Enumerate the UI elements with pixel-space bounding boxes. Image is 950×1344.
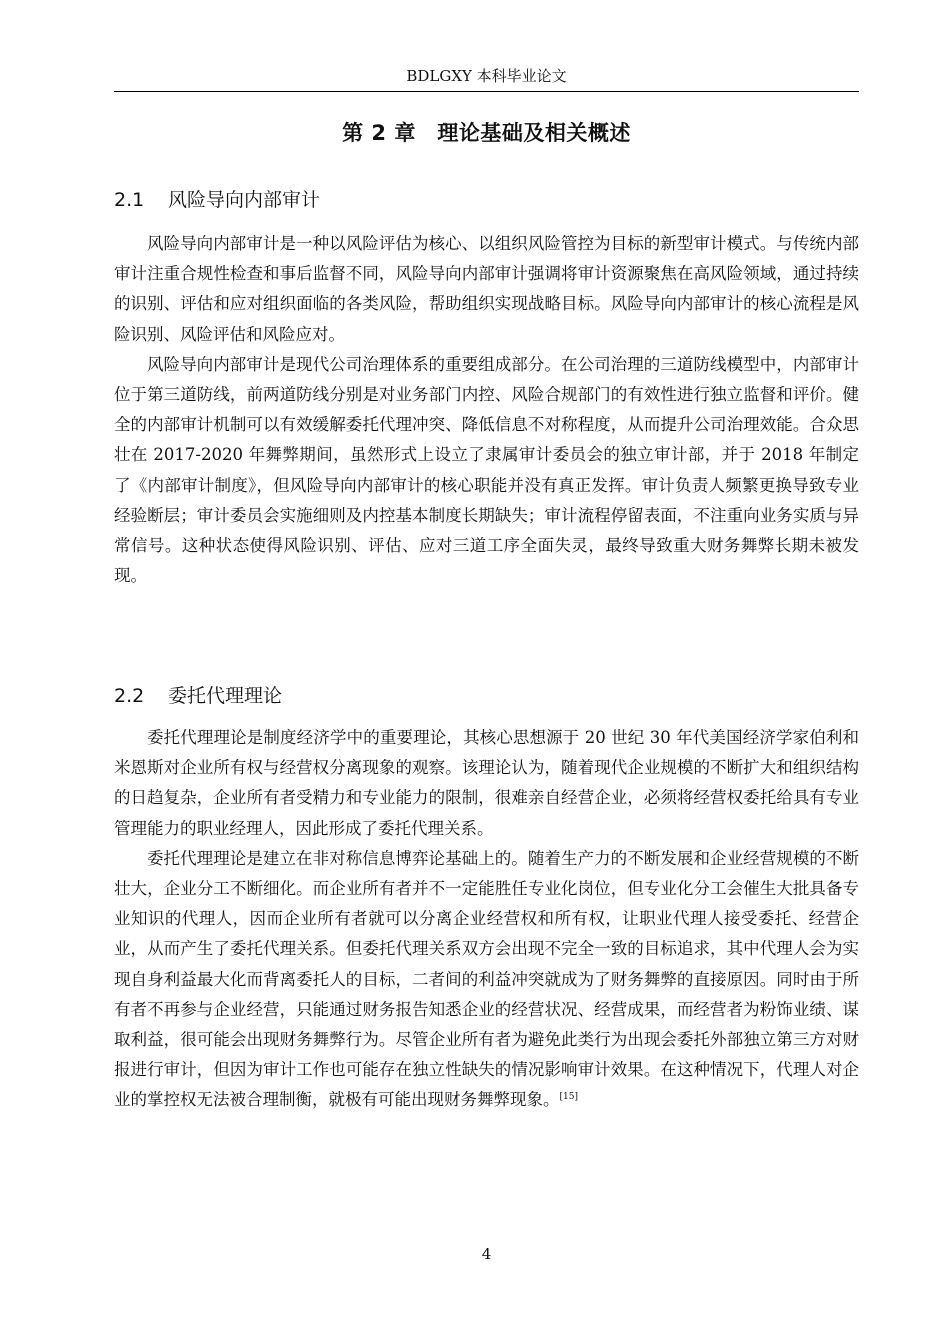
page-number: 4 — [481, 1245, 492, 1263]
chapter-title: 第 2 章 理论基础及相关概述 — [342, 121, 631, 145]
paragraph-with-citation — [114, 844, 859, 1116]
section-number: 2.2 — [114, 685, 145, 707]
section-title: 风险导向内部审计 — [168, 189, 321, 211]
paragraph: 委托代理理论是制度经济学中的重要理论，其核心思想源于 20 世纪 30 年代美国经济学家伯利和米恩斯对企业所有权与经营权分离现象的观察。该理论认为，随着现代企业规模的不断扩大和组织结构的日趋复杂，企业所有者受精力和专业能力的限制，很难亲自经营企业，必须将经营权委托给具有专业管理能力的职业经理人，因此形成了委托代理关系。 — [114, 728, 859, 838]
section-body-2-2 — [114, 723, 859, 1116]
section-title: 委托代理理论 — [168, 685, 283, 707]
section-body-2-1 — [114, 229, 859, 591]
paragraph-text: 委托代理理论是建立在非对称信息博弈论基础上的。随着生产力的不断发展和企业经营规模的不断壮大，企业分工不断细化。而企业所有者并不一定能胜任专业化岗位，但专业化分工会催生大批具备专业知识的代理人，因而企业所有者就可以分离企业经营权和所有权，让职业代理人接受委托、经营企业，从而产生了委托代理关系。但委托代理关系双方会出现不完全一致的目标追求，其中代理人会为实现自身利益最大化而背离委托人的目标，二者间的利益冲突就成为了财务舞弊的直接原因。同时由于所有者不再参与企业经营，只能通过财务报告知悉企业的经营状况、经营成果，而经营者为粉饰业绩、谋取利益，很可能会出现财务舞弊行为。尽管企业所有者为避免此类行为出现会委托外部独立第三方对财报进行审计，但因为审计工作也可能存在独立性缺失的情况影响审计效果。在这种情况下，代理人对企业的掌控权无法被合理制衡，就极有可能出现财务舞弊现象。 — [114, 848, 859, 1110]
section-heading-2-1 — [114, 186, 859, 214]
section-number: 2.1 — [114, 189, 145, 211]
paragraph: 风险导向内部审计是现代公司治理体系的重要组成部分。在公司治理的三道防线模型中，内部审计位于第三道防线，前两道防线分别是对业务部门内控、风险合规部门的有效性进行独立监督和评价。健全的内部审计机制可以有效缓解委托代理冲突、降低信息不对称程度，从而提升公司治理效能。合众思壮在 2017-2020 年舞弊期间，虽然形式上设立了隶属审计委员会的独立审计部，并于 2018 年制定了《内部审计制度》，但风险导向内部审计的核心职能并没有真正发挥。审计负责人频繁更换导致专业经验断层；审计委员会实施细则及内控基本制度长期缺失；审计流程停留表面，不注重向业务实质与异常信号。这种状态使得风险识别、评估、应对三道工序全面失灵，最终导致重大财务舞弊长期未被发现。 — [114, 354, 859, 586]
paragraph: 风险导向内部审计是一种以风险评估为核心、以组织风险管控为目标的新型审计模式。与传统内部审计注重合规性检查和事后监督不同，风险导向内部审计强调将审计资源聚焦在高风险领域，通过持续的识别、评估和应对组织面临的各类风险，帮助组织实现战略目标。风险导向内部审计的核心流程是风险识别、风险评估和风险应对。 — [114, 234, 859, 344]
citation-marker: [15] — [559, 1092, 578, 1103]
running-header: BDLGXY 本科毕业论文 — [406, 67, 567, 85]
header-rule — [114, 91, 859, 92]
section-heading-2-2 — [114, 682, 859, 710]
